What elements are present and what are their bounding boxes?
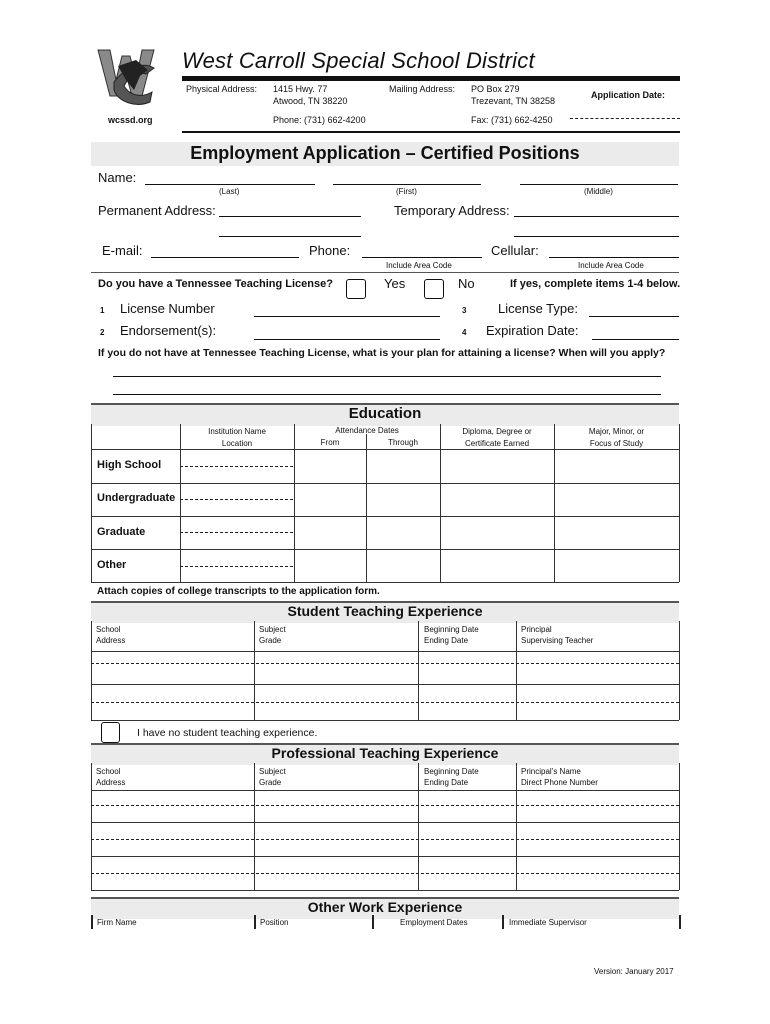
pt-grid-line	[91, 856, 679, 857]
other-work-title: Other Work Experience	[307, 899, 463, 915]
item-number-2: 2	[100, 328, 105, 337]
temporary-address-label: Temporary Address:	[394, 203, 510, 218]
professional-title: Professional Teaching Experience	[271, 745, 499, 761]
education-title: Education	[348, 405, 422, 422]
license-yes-label: Yes	[384, 276, 406, 291]
edu-grid-line	[440, 424, 441, 582]
pt-entry-2-line-a[interactable]	[91, 839, 679, 840]
st-grid-line	[516, 621, 517, 720]
st-grid-line	[91, 621, 92, 720]
st-col-subject	[259, 624, 286, 646]
license-yes-checkbox[interactable]	[346, 279, 366, 299]
endorsements-field[interactable]	[254, 339, 440, 340]
last-name-caption: (Last)	[219, 187, 240, 196]
st-col-grade-label: Grade	[259, 636, 282, 645]
edu-institution-field-graduate[interactable]	[180, 532, 293, 533]
st-col-begin-label: Beginning Date	[424, 625, 479, 634]
no-student-teaching-label: I have no student teaching experience.	[137, 727, 318, 739]
logo-text: WC	[124, 104, 126, 105]
ow-col-position: Position	[260, 918, 289, 927]
phone-number: Phone: (731) 662-4200	[273, 115, 366, 125]
edu-grid-line	[180, 424, 181, 582]
version-note: Version: January 2017	[594, 967, 674, 976]
pt-grid-line	[254, 763, 255, 890]
pt-col-subject	[259, 766, 286, 788]
pt-col-principal	[521, 766, 598, 788]
permanent-address-label: Permanent Address:	[98, 203, 216, 218]
ow-grid-line	[372, 915, 374, 929]
edu-grid-line	[91, 424, 92, 582]
pt-col-address-label: Address	[96, 778, 126, 787]
cellular-field[interactable]	[549, 257, 679, 258]
edu-grid-line	[91, 582, 679, 583]
license-type-label: License Type:	[498, 301, 578, 316]
fax-number: Fax: (731) 662-4250	[471, 115, 553, 125]
permanent-address-field-2[interactable]	[219, 236, 361, 237]
ow-col-supervisor: Immediate Supervisor	[509, 918, 587, 927]
st-entry-2-line-a[interactable]	[91, 702, 679, 703]
st-grid-line	[254, 621, 255, 720]
edu-grid-line	[554, 424, 555, 582]
permanent-address-field-1[interactable]	[219, 216, 361, 217]
physical-address-line1: 1415 Hwy. 77	[273, 84, 328, 94]
col-diploma-line2: Certificate Earned	[464, 439, 530, 448]
pt-col-dates	[424, 766, 479, 788]
endorsements-label: Endorsement(s):	[120, 323, 217, 338]
ow-grid-line	[254, 915, 256, 929]
edu-grid-line	[679, 424, 680, 582]
st-col-school-label: School	[96, 625, 121, 634]
header-rule-thick	[182, 76, 680, 81]
st-col-end-label: Ending Date	[424, 636, 469, 645]
col-major-line1: Major, Minor, or	[588, 427, 645, 436]
st-grid-line	[91, 720, 679, 721]
ow-grid-line	[502, 915, 504, 929]
st-entry-1-line-a[interactable]	[91, 663, 679, 664]
st-col-supervisor-label: Supervising Teacher	[521, 636, 594, 645]
pt-grid-line	[516, 763, 517, 890]
st-col-principal	[521, 624, 593, 646]
st-col-school	[96, 624, 125, 646]
website: wcssd.org	[108, 115, 153, 125]
st-grid-line	[91, 684, 679, 685]
first-name-caption: (First)	[396, 187, 417, 196]
license-divider	[91, 272, 679, 273]
row-graduate: Graduate	[97, 526, 146, 538]
email-field[interactable]	[151, 257, 299, 258]
pt-entry-1-line-a[interactable]	[91, 805, 679, 806]
pt-col-principal-label: Principal’s Name	[521, 767, 581, 776]
temporary-address-field-1[interactable]	[514, 216, 679, 217]
license-no-label: No	[458, 276, 475, 291]
first-name-field[interactable]	[333, 184, 481, 185]
license-number-field[interactable]	[254, 316, 440, 317]
st-grid-line	[418, 621, 419, 720]
license-number-label: License Number	[120, 301, 215, 316]
email-label: E-mail:	[102, 243, 143, 258]
pt-col-begin-label: Beginning Date	[424, 767, 479, 776]
edu-institution-field-undergraduate[interactable]	[180, 499, 293, 500]
col-institution-location: Location	[221, 439, 253, 448]
district-title: West Carroll Special School District	[182, 48, 535, 73]
pt-col-phone-label: Direct Phone Number	[521, 778, 598, 787]
col-major-line2: Focus of Study	[589, 439, 644, 448]
license-type-field[interactable]	[589, 316, 679, 317]
ow-grid-line	[91, 915, 93, 929]
phone-field[interactable]	[362, 257, 482, 258]
st-col-principal-label: Principal	[521, 625, 552, 634]
col-attendance: Attendance Dates	[335, 426, 399, 435]
middle-name-caption: (Middle)	[584, 187, 613, 196]
phone-area-code-caption: Include Area Code	[386, 261, 452, 270]
physical-address-line2: Atwood, TN 38220	[273, 96, 348, 106]
pt-grid-line	[91, 763, 92, 890]
col-from: From	[320, 438, 340, 447]
item-number-3: 3	[462, 306, 467, 315]
cellular-area-code-caption: Include Area Code	[578, 261, 644, 270]
pt-grid-line	[679, 763, 680, 890]
application-date-field[interactable]	[570, 118, 680, 119]
st-col-dates	[424, 624, 479, 646]
last-name-field[interactable]	[145, 184, 315, 185]
middle-name-field[interactable]	[520, 184, 678, 185]
license-plan-question: If you do not have at Tennessee Teaching License, what is your plan for attaining a license? When will you apply?	[98, 347, 666, 359]
header-rule-thin	[182, 131, 680, 133]
pt-entry-3-line-a[interactable]	[91, 873, 679, 874]
pt-grid-line	[91, 790, 679, 791]
pt-grid-line	[418, 763, 419, 890]
license-plan-field-2[interactable]	[113, 394, 661, 395]
row-undergraduate: Undergraduate	[97, 492, 176, 504]
no-student-teaching-checkbox[interactable]	[101, 722, 120, 743]
edu-institution-field-other[interactable]	[180, 566, 293, 567]
application-date-label: Application Date:	[591, 90, 666, 100]
col-major	[554, 426, 679, 450]
mailing-address-line2: Trezevant, TN 38258	[471, 96, 556, 106]
license-plan-field-1[interactable]	[113, 376, 661, 377]
physical-address-label: Physical Address:	[186, 84, 258, 94]
col-through: Through	[388, 438, 418, 447]
pt-col-subject-label: Subject	[259, 767, 286, 776]
st-grid-line	[91, 651, 679, 652]
phone-label: Phone:	[309, 243, 351, 258]
col-institution	[180, 426, 294, 450]
pt-col-grade-label: Grade	[259, 778, 282, 787]
pt-col-end-label: Ending Date	[424, 778, 469, 787]
col-institution-name: Institution Name	[208, 427, 266, 436]
ow-col-dates: Employment Dates	[400, 918, 468, 927]
mailing-address-line1: PO Box 279	[471, 84, 520, 94]
name-label: Name:	[98, 170, 137, 185]
student-teaching-title: Student Teaching Experience	[287, 603, 483, 619]
transcripts-note: Attach copies of college transcripts to the application form.	[97, 586, 380, 597]
item-number-1: 1	[100, 306, 105, 315]
pt-grid-line	[91, 890, 679, 891]
expiration-date-label: Expiration Date:	[486, 323, 579, 338]
license-instructions: If yes, complete items 1-4 below.	[510, 278, 681, 290]
mailing-address-label: Mailing Address:	[389, 84, 456, 94]
row-other: Other	[97, 559, 127, 571]
st-col-address-label: Address	[96, 636, 126, 645]
pt-col-school-label: School	[96, 767, 121, 776]
license-no-checkbox[interactable]	[424, 279, 444, 299]
st-grid-line	[679, 621, 680, 720]
form-title: Employment Application – Certified Positions	[190, 143, 580, 163]
pt-col-school	[96, 766, 125, 788]
cellular-label: Cellular:	[491, 243, 539, 258]
pt-grid-line	[91, 822, 679, 823]
edu-grid-line	[366, 434, 367, 582]
ow-grid-line	[679, 915, 681, 929]
col-diploma	[440, 426, 554, 450]
row-high-school: High School	[97, 459, 162, 471]
item-number-4: 4	[462, 328, 467, 337]
st-col-subject-label: Subject	[259, 625, 286, 634]
temporary-address-field-2[interactable]	[514, 236, 679, 237]
license-question: Do you have a Tennessee Teaching License?	[98, 278, 333, 290]
district-logo	[96, 46, 158, 106]
edu-grid-line	[294, 424, 295, 582]
edu-institution-field-high-school[interactable]	[180, 466, 293, 467]
col-diploma-line1: Diploma, Degree or	[462, 427, 532, 436]
expiration-date-field[interactable]	[592, 339, 679, 340]
ow-col-firm: Firm Name	[97, 918, 137, 927]
